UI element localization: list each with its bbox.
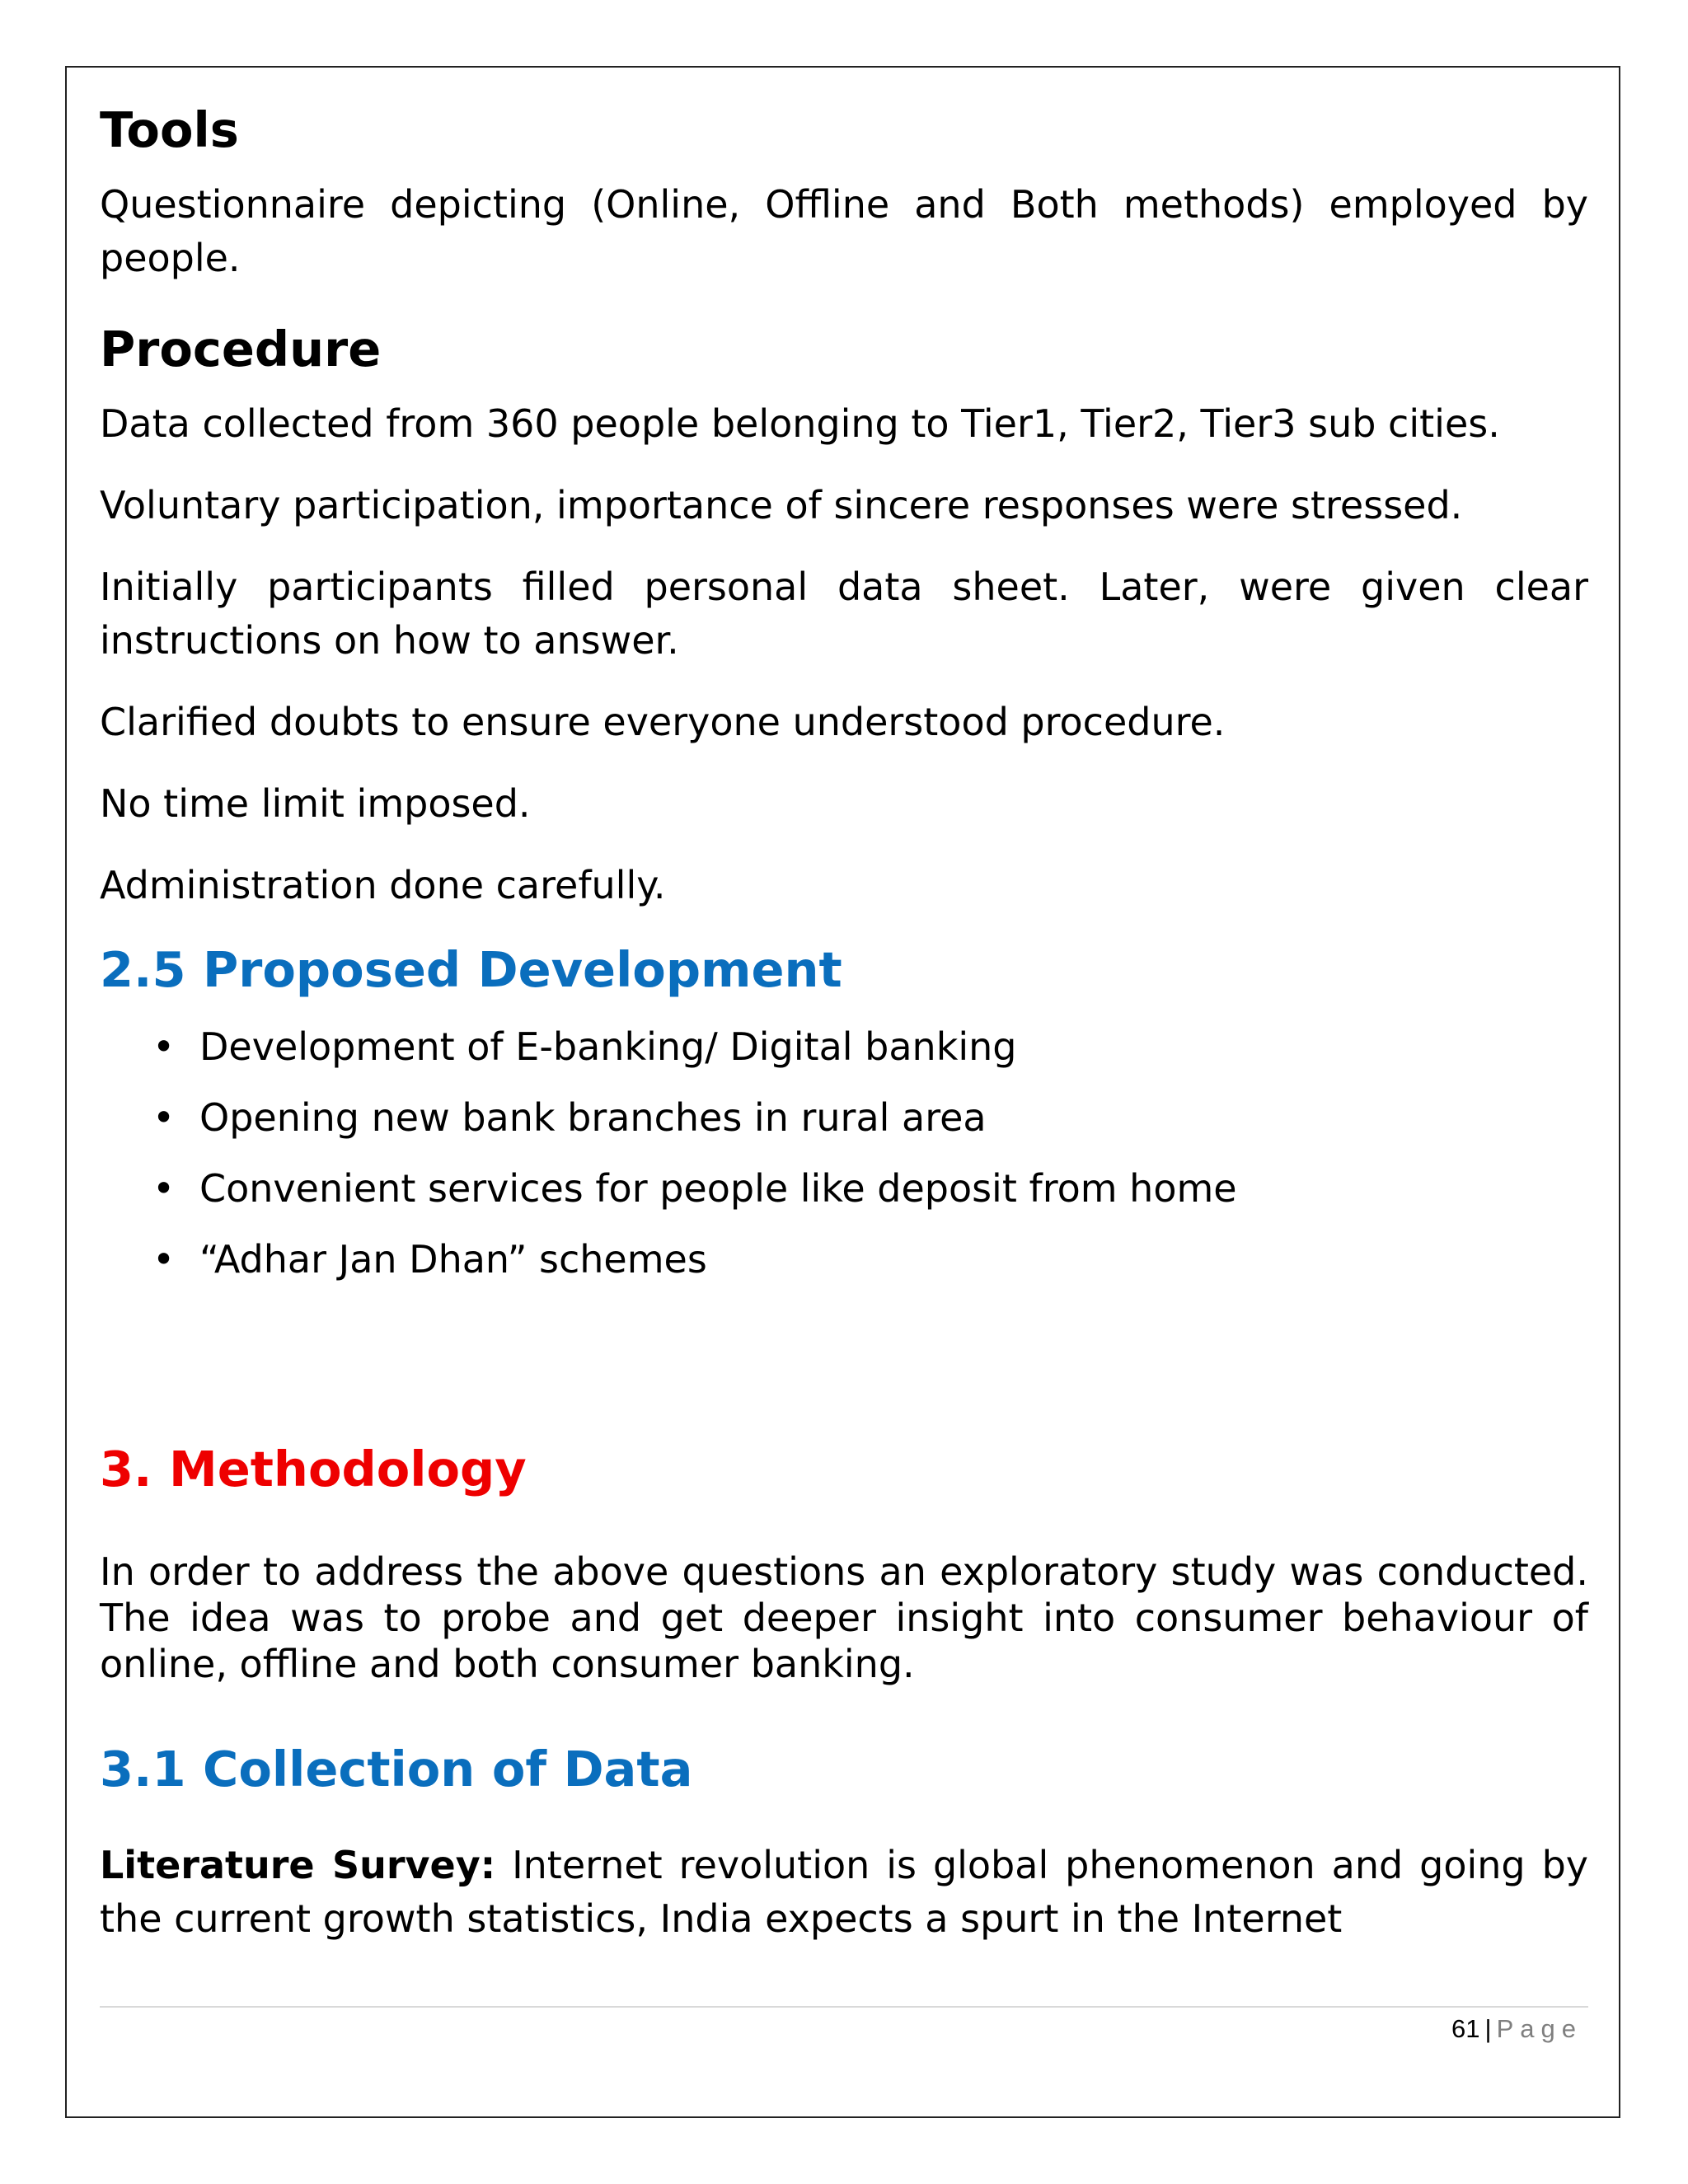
bullet-icon: •: [152, 1237, 176, 1282]
page-number: 61: [1451, 2014, 1480, 2043]
bullet-icon: •: [152, 1166, 176, 1211]
tools-text: Questionnaire depicting (Online, Offline and Both methods) employed by people.: [100, 182, 1588, 280]
procedure-paragraph: Data collected from 360 people belonging to Tier1, Tier2, Tier3 sub cities.: [100, 401, 1500, 446]
proposed-development-list: [100, 1020, 1588, 1304]
list-item-text: Development of E-banking/ Digital banking: [199, 1024, 1017, 1069]
list-item: [100, 1162, 1588, 1233]
literature-survey-text: Internet revolution is global phenomenon and going by the current growth statistics, India expects a spurt in the Internet: [100, 1843, 1588, 1941]
list-item-text: Opening new bank branches in rural area: [199, 1095, 987, 1140]
footer-divider: [100, 2006, 1588, 2008]
bullet-icon: •: [152, 1024, 176, 1069]
procedure-paragraph: Administration done carefully.: [100, 863, 666, 907]
page-separator: |: [1484, 2014, 1492, 2043]
list-item-text: Convenient services for people like deposit from home: [199, 1166, 1237, 1211]
procedure-heading: Procedure: [100, 321, 382, 377]
methodology-text: In order to address the above questions an exploratory study was conducted. The idea was to probe and get deeper insight into consumer behaviour of online, offline and both consumer banking.: [100, 1549, 1588, 1686]
procedure-paragraph: Clarified doubts to ensure everyone understood procedure.: [100, 700, 1226, 744]
bullet-icon: •: [152, 1095, 176, 1140]
list-item: [100, 1233, 1588, 1304]
procedure-paragraph: Voluntary participation, importance of sincere responses were stressed.: [100, 483, 1463, 527]
literature-survey-label: Literature Survey:: [100, 1843, 496, 1887]
list-item-text: “Adhar Jan Dhan” schemes: [199, 1237, 707, 1282]
page-footer: [1451, 2011, 1582, 2047]
tools-heading: Tools: [100, 101, 239, 158]
methodology-heading: 3. Methodology: [100, 1441, 527, 1497]
procedure-paragraph: Initially participants filled personal data sheet. Later, were given clear instructions on how to answer.: [100, 565, 1588, 663]
collection-of-data-heading: 3.1 Collection of Data: [100, 1741, 693, 1797]
list-item: [100, 1020, 1588, 1091]
page-content: [100, 97, 1588, 1946]
page-label: Page: [1496, 2014, 1582, 2043]
proposed-development-heading: 2.5 Proposed Development: [100, 941, 842, 998]
list-item: [100, 1091, 1588, 1162]
procedure-paragraph: No time limit imposed.: [100, 781, 531, 826]
collection-of-data-text: [100, 1839, 1588, 1946]
